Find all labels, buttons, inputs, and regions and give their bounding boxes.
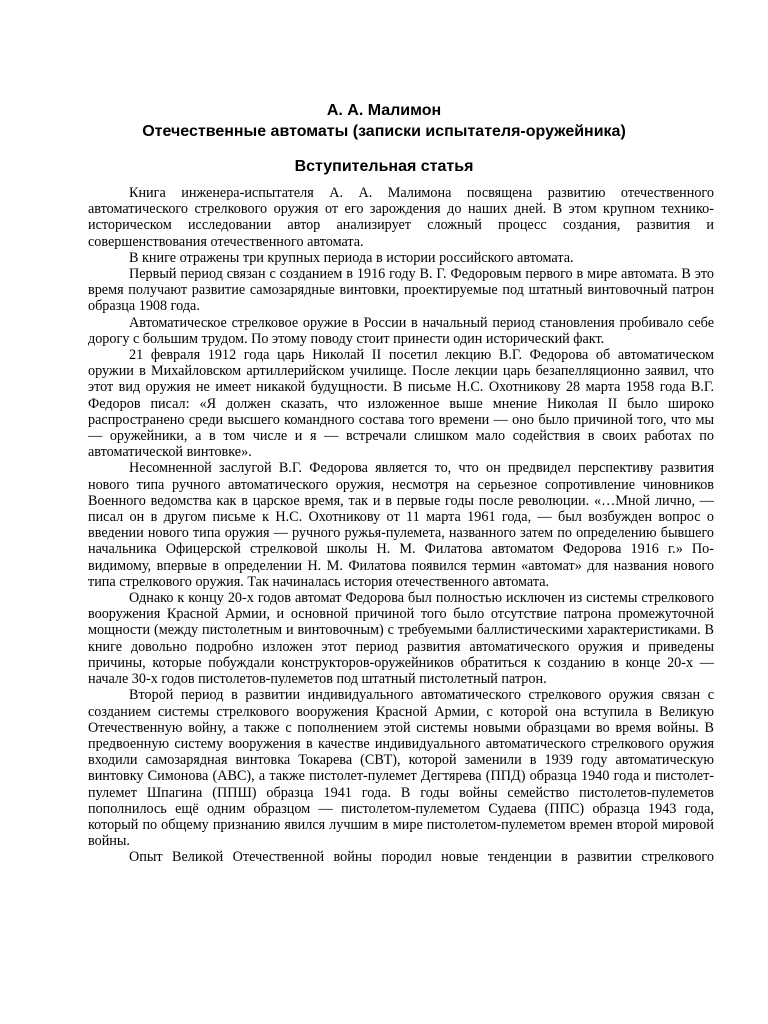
article-body xyxy=(88,185,714,866)
paragraph: Первый период связан с созданием в 1916 году В. Г. Федоровым первого в мире автомата. В это время получают развитие самозарядные винтовки, проектируемые под штатный винтовочный патрон образца 1908 года. xyxy=(88,266,714,315)
paragraph: Второй период в развитии индивидуального автоматического стрелкового оружия связан с созданием системы стрелкового вооружения Красной Армии, с которой она вступила в Великую Отечественную войну, а также с пополнением этой системы новыми образцами во время войны. В предвоенную систему вооружения в качестве индивидуального автоматического стрелкового оружия входили самозарядная винтовка Токарева (СВТ), которой заменили в 1939 году автоматическую винтовку Симонова (АВС), а также пистолет-пулемет Дегтярева (ППД) образца 1940 года и пистолет-пулемет Шпагина (ППШ) образца 1941 года. В годы войны семейство пистолетов-пулеметов пополнилось ещё одним образцом — пистолетом-пулеметом Судаева (ППС) образца 1943 года, который по общему признанию явился лучшим в мире пистолетом-пулеметом времен второй мировой войны. xyxy=(88,687,714,850)
section-title: Вступительная статья xyxy=(294,158,474,175)
book-title: Отечественные автоматы (записки испытателя-оружейника) xyxy=(142,123,626,140)
paragraph: Автоматическое стрелковое оружие в России в начальный период становления пробивало себе дорогу с большим трудом. По этому поводу стоит принести один исторический факт. xyxy=(88,314,714,347)
paragraph: Опыт Великой Отечественной войны породил новые тенденции в развитии стрелкового xyxy=(129,849,714,866)
paragraph: В книге отражены три крупных периода в истории российского автомата. xyxy=(129,249,574,266)
paragraph: 21 февраля 1912 года царь Николай II посетил лекцию В.Г. Федорова об автоматическом оружии в Михайловском артиллерийском училище. После лекции царь безапелляционно заявил, что этот вид оружия не имеет никакой будущности. В письме Н.С. Охотникову 28 марта 1958 года В.Г. Федоров писал: «Я должен сказать, что изложенное выше мнение Николая II было широко распространено среди высшего командного состава того времени — оно было причиной того, что мы — оружейники, а в том числе и я — встречали слишком мало содействия в своих работах по автоматической винтовке». xyxy=(88,347,714,461)
paragraph: Книга инженера-испытателя А. А. Малимона посвящена развитию отечественного автоматического стрелкового оружия от его зарождения до наших дней. В этом крупном технико-историческом исследовании автор анализирует сложный процесс создания, развития и совершенствования отечественного автомата. xyxy=(88,185,714,250)
paragraph: Однако к концу 20-х годов автомат Федорова был полностью исключен из системы стрелкового вооружения Красной Армии, и основной причиной того было отсутствие патрона промежуточной мощности (между пистолетным и винтовочным) с требуемыми баллистическими характеристиками. В книге довольно подробно изложен этот период развития автоматического оружия и приведены причины, которые побуждали конструкторов-оружейников обратиться к созданию в конце 20-х — начале 30-х годов пистолетов-пулеметов под штатный пистолетный патрон. xyxy=(88,590,714,688)
paragraph: Несомненной заслугой В.Г. Федорова является то, что он предвидел перспективу развития нового типа ручного автоматического оружия, несмотря на серьезное сопротивление чиновников Военного ведомства как в царское время, так и в первые годы после революции. «…Мной лично, — писал он в другом письме к Н.С. Охотникову от 11 марта 1961 года, — был возбужден вопрос о введении нового типа оружия — ручного ружья-пулемета, названного затем по определению бывшего начальника Офицерской стрелковой школы Н. М. Филатова автоматом Федорова 1916 г.» По-видимому, впервые в определении Н. М. Филатова появился термин «автомат» для названия нового типа стрелкового оружия. Так начиналась история отечественного автомата. xyxy=(88,460,714,590)
author-name: А. А. Малимон xyxy=(326,102,442,119)
